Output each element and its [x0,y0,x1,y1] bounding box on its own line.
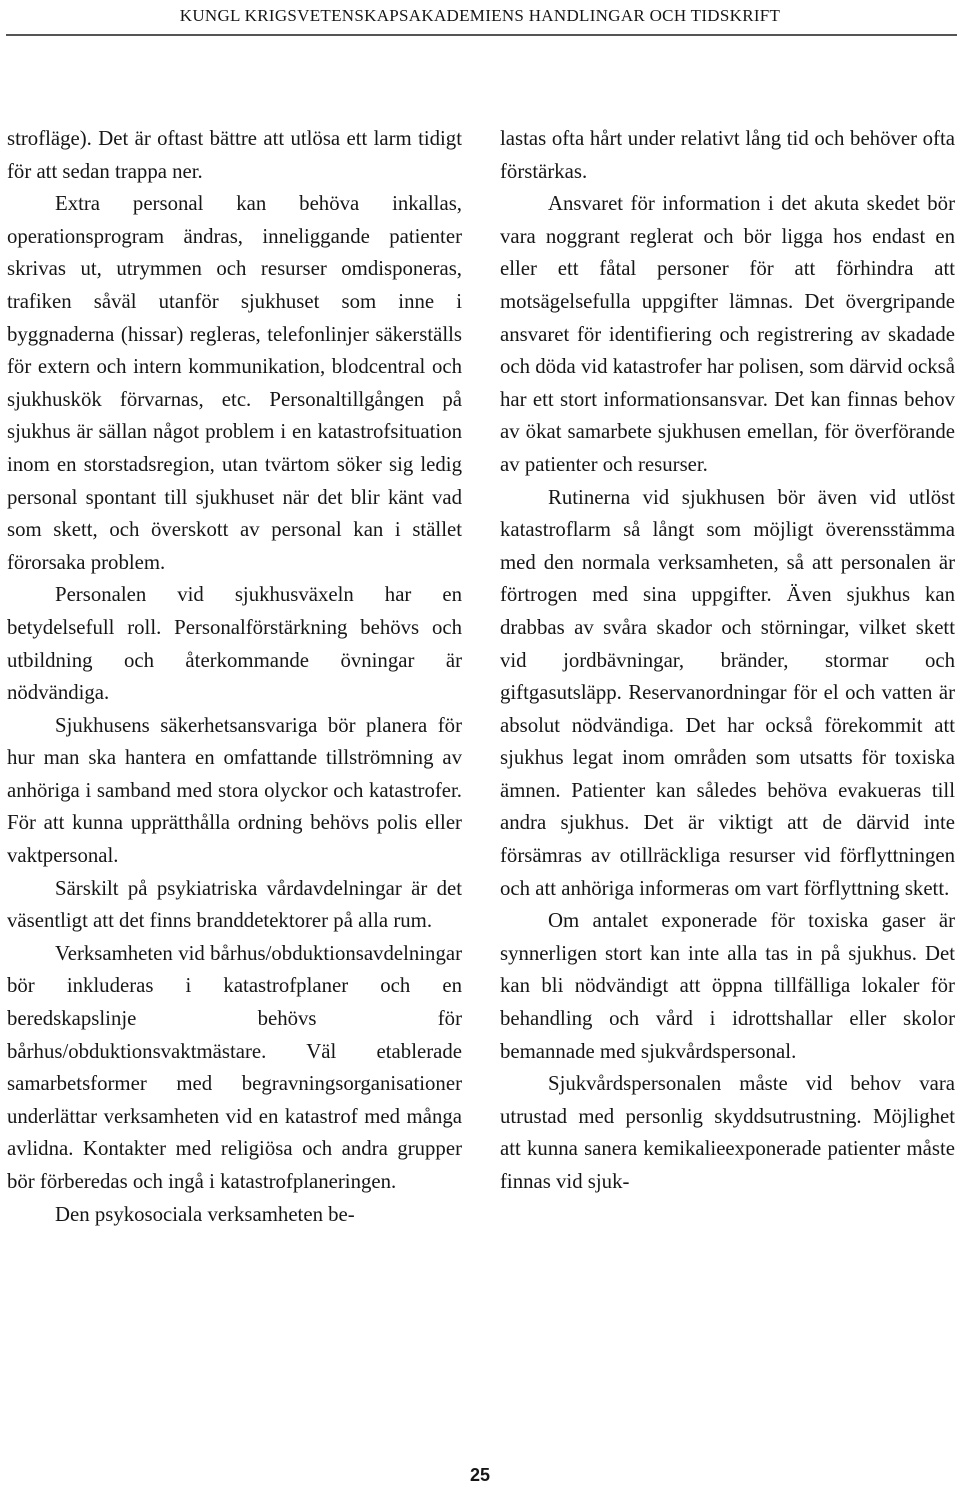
paragraph: Sjukvårdspersonalen måste vid behov vara utrustad med personlig skyddsutrustning. Möjlighet att kunna sanera kemikalieexponerade patienter måste finnas vid sjuk- [500,1072,955,1193]
paragraph: Verksamheten vid bårhus/obduktionsavdelningar bör inkluderas i katastrofplaner och en beredskapslinje behövs för bårhus/obduktionsvaktmästare. Väl etablerade samarbetsformer med begravningsorganisationer underlättar verksamheten vid en katastrof med många avlidna. Kontakter med religiösa och andra grupper bör förberedas och ingå i katastrofplaneringen. [7,941,462,1193]
running-header: KUNGL KRIGSVETENSKAPSAKADEMIENS HANDLINGAR OCH TIDSKRIFT [179,6,781,25]
paragraph: Extra personal kan behöva inkallas, operationsprogram ändras, inneliggande patienter skrivas ut, utrymmen och resurser omdisponeras, trafiken såväl utanför sjukhuset som inne i byggnaderna (hissar) regleras, telefonlinjer säkerställs för extern och intern kommunikation, blodcentral och sjukhuskök förvarnas, etc. Personaltillgången på sjukhus är sällan något problem i en katastrofsituation inom en storstadsregion, utan tvärtom söker sig ledig personal spontant till sjukhuset när det blir känt vad som skett, och överskott av personal kan i stället förorsaka problem. [7,192,462,574]
paragraph: Personalen vid sjukhusväxeln har en betydelsefull roll. Personalförstärkning behövs och utbildning och återkommande övningar är nödvändiga. [7,583,462,705]
right-column [500,123,955,1199]
paragraph: Sjukhusens säkerhetsansvariga bör planera för hur man ska hantera en omfattande tillströmning av anhöriga i samband med stora olyckor och katastrofer. För att kunna upprätthålla ordning behövs polis eller vaktpersonal. [7,713,462,868]
paragraph: Ansvaret för information i det akuta skedet bör vara noggrant reglerat och bör ligga hos endast en eller ett fåtal personer för att förhindra att motsägelsefulla uppgifter lämnas. Det övergripande ansvaret för identifiering och registrering av skadade och döda vid katastrofer har polisen, som därvid också har ett stort informationsansvar. Det kan finnas behov av ökat samarbete sjukhusen emellan, för överförande av patienter och resurser. [500,192,955,476]
paragraph: Den psykosociala verksamheten be- [55,1202,355,1226]
paragraph: strofläge). Det är oftast bättre att utlösa ett larm tidigt för att sedan trappa ner. [7,127,462,183]
page-number: 25 [469,1465,491,1485]
paragraph: lastas ofta hårt under relativt lång tid och behöver ofta förstärkas. [500,127,955,183]
left-column [7,123,462,1231]
header-rule [6,34,957,36]
paragraph: Särskilt på psykiatriska vårdavdelningar är det väsentligt att det finns branddetektorer på alla rum. [7,876,462,933]
paragraph: Rutinerna vid sjukhusen bör även vid utlöst katastroflarm så långt som möjligt överensstämma med den normala verksamheten, så att personalen är förtrogen med sina uppgifter. Även sjukhus kan drabbas av svåra skador och störningar, vilket skett vid jordbävningar, bränder, stormar och giftgasutsläpp. Reservanordningar för el och vatten är absolut nödvändiga. Det har också förekommit att sjukhus legat inom områden som utsatts för toxiska ämnen. Patienter kan således behöva evakueras till andra sjukhus. Det är viktigt att de därvid inte försämras av otillräckliga resurser vid förflyttningen och att anhöriga informeras om vart förflyttning skett. [500,485,955,900]
paragraph: Om antalet exponerade för toxiska gaser är synnerligen stort kan inte alla tas in på sjukhus. Det kan bli nödvändigt att öppna tillfälliga lokaler för behandling och vård i idrottshallar eller skolor bemannade med sjukvårdspersonal. [500,909,955,1063]
